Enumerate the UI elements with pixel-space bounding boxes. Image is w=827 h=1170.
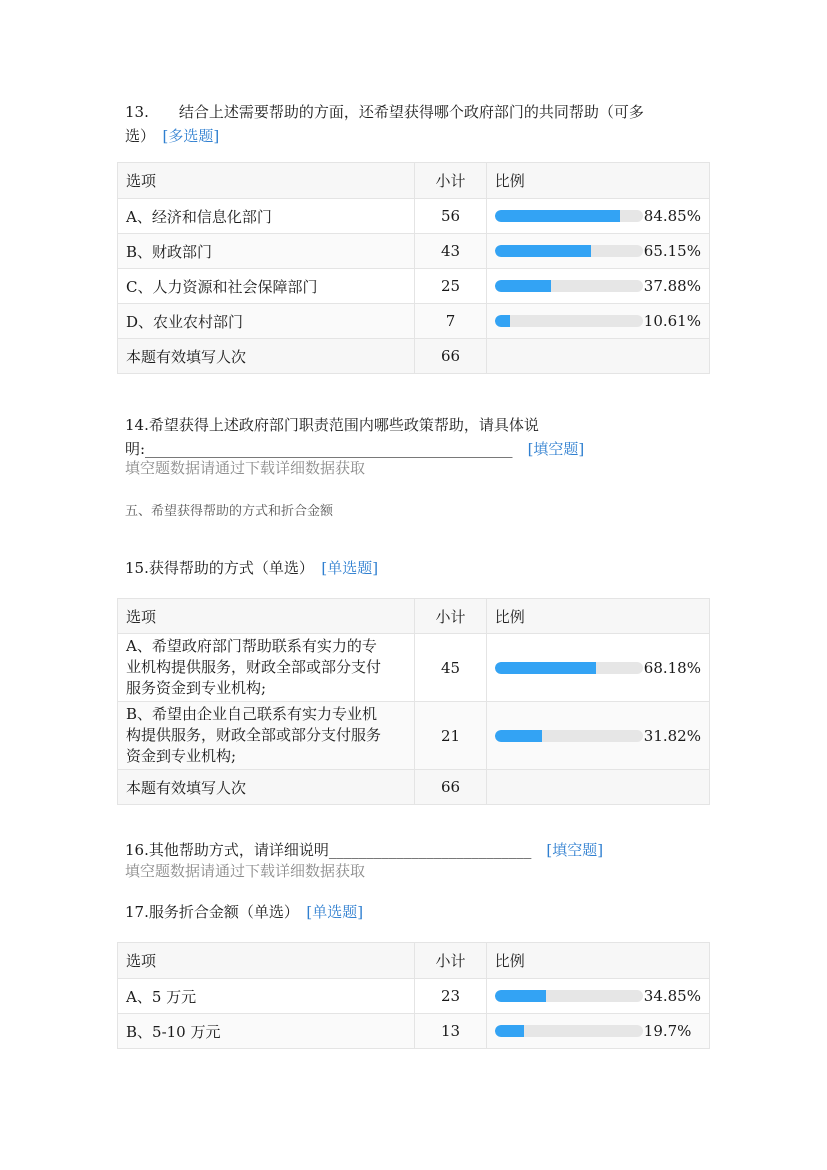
table-row	[118, 234, 710, 269]
option-count: 45	[415, 634, 487, 702]
header-option: 选项	[118, 943, 415, 979]
question-15-type-tag: [单选题]	[321, 559, 379, 577]
ratio-bar	[495, 280, 643, 292]
option-label-line: 业机构提供服务，财政全部或部分支付	[126, 658, 382, 676]
question-16-hint: 填空题数据请通过下载详细数据获取	[125, 862, 366, 880]
table-footer-row	[118, 770, 710, 805]
table-header-row	[118, 943, 710, 979]
ratio-bar	[495, 730, 643, 742]
header-option: 选项	[118, 163, 415, 199]
table-row	[118, 269, 710, 304]
ratio-bar-fill	[495, 315, 511, 327]
question-16-title	[125, 838, 710, 862]
option-label: A、5 万元	[118, 979, 415, 1014]
header-count: 小计	[415, 163, 487, 199]
option-label: A、经济和信息化部门	[118, 199, 415, 234]
option-count: 21	[415, 702, 487, 770]
question-13-title-line2: 选）	[125, 127, 148, 145]
option-label: D、农业农村部门	[118, 304, 415, 339]
footer-count: 66	[415, 339, 487, 374]
ratio-bar-fill	[495, 280, 551, 292]
option-count: 56	[415, 199, 487, 234]
question-15-table	[117, 598, 710, 805]
question-16-type-tag: [填空题]	[546, 841, 604, 859]
question-14-title-line1: 14.希望获得上述政府部门职责范围内哪些政策帮助，请具体说	[125, 416, 539, 434]
ratio-bar-fill	[495, 662, 596, 674]
header-ratio: 比例	[486, 943, 709, 979]
ratio-bar-fill	[495, 1025, 524, 1037]
table-row	[118, 304, 710, 339]
header-count: 小计	[415, 599, 487, 634]
ratio-bar	[495, 245, 643, 257]
table-footer-row	[118, 339, 710, 374]
option-label: C、人力资源和社会保障部门	[118, 269, 415, 304]
question-14-title	[125, 413, 710, 461]
footer-label: 本题有效填写人次	[118, 339, 415, 374]
footer-label: 本题有效填写人次	[118, 770, 415, 805]
ratio-bar	[495, 210, 643, 222]
ratio-percent: 37.88%	[643, 277, 701, 295]
question-17-type-tag: [单选题]	[306, 903, 364, 921]
option-label: B、财政部门	[118, 234, 415, 269]
ratio-bar-fill	[495, 210, 621, 222]
question-15-title	[125, 556, 710, 580]
option-label-line: 服务资金到专业机构;	[126, 679, 267, 697]
question-15-title-text: 15.获得帮助的方式（单选）	[125, 559, 307, 577]
section-5-heading: 五、希望获得帮助的方式和折合金额	[125, 504, 334, 519]
question-17-table	[117, 942, 710, 1049]
ratio-bar	[495, 662, 643, 674]
option-label	[118, 634, 415, 702]
ratio-bar-fill	[495, 990, 547, 1002]
header-ratio: 比例	[486, 599, 709, 634]
table-row	[118, 979, 710, 1014]
question-16-title-text: 16.其他帮助方式，请详细说明___________________________	[125, 841, 532, 859]
ratio-bar-fill	[495, 730, 542, 742]
header-count: 小计	[415, 943, 487, 979]
question-17-title-text: 17.服务折合金额（单选）	[125, 903, 292, 921]
question-13-table	[117, 162, 710, 374]
option-label	[118, 702, 415, 770]
option-count: 25	[415, 269, 487, 304]
option-label-line: B、希望由企业自己联系有实力专业机	[126, 705, 378, 723]
ratio-percent: 84.85%	[643, 207, 701, 225]
question-13-type-tag: [多选题]	[162, 127, 220, 145]
table-row	[118, 1014, 710, 1049]
question-14-type-tag: [填空题]	[527, 440, 585, 458]
table-row	[118, 199, 710, 234]
table-header-row	[118, 599, 710, 634]
option-count: 43	[415, 234, 487, 269]
ratio-percent: 34.85%	[643, 987, 701, 1005]
footer-count: 66	[415, 770, 487, 805]
header-ratio: 比例	[486, 163, 709, 199]
option-label-line: A、希望政府部门帮助联系有实力的专	[126, 637, 377, 655]
option-count: 13	[415, 1014, 487, 1049]
ratio-percent: 31.82%	[643, 726, 701, 745]
ratio-bar-fill	[495, 245, 591, 257]
ratio-percent: 68.18%	[643, 658, 701, 677]
question-17-title	[125, 900, 710, 924]
ratio-percent: 19.7%	[643, 1022, 692, 1040]
table-row	[118, 634, 710, 702]
option-count: 7	[415, 304, 487, 339]
table-header-row	[118, 163, 710, 199]
table-row	[118, 702, 710, 770]
question-14-hint: 填空题数据请通过下载详细数据获取	[125, 459, 366, 477]
option-count: 23	[415, 979, 487, 1014]
ratio-bar	[495, 1025, 643, 1037]
option-label-line: 构提供服务，财政全部或部分支付服务	[126, 726, 382, 744]
ratio-bar	[495, 990, 643, 1002]
question-13-title-line1: 13. 结合上述需要帮助的方面，还希望获得哪个政府部门的共同帮助（可多	[125, 103, 644, 121]
option-label-line: 资金到专业机构;	[126, 747, 237, 765]
ratio-percent: 10.61%	[643, 312, 701, 330]
ratio-percent: 65.15%	[643, 242, 701, 260]
question-14-title-line2: 明:_________________________________________________	[125, 440, 513, 458]
option-label: B、5-10 万元	[118, 1014, 415, 1049]
header-option: 选项	[118, 599, 415, 634]
question-13-title	[125, 100, 710, 148]
ratio-bar	[495, 315, 643, 327]
